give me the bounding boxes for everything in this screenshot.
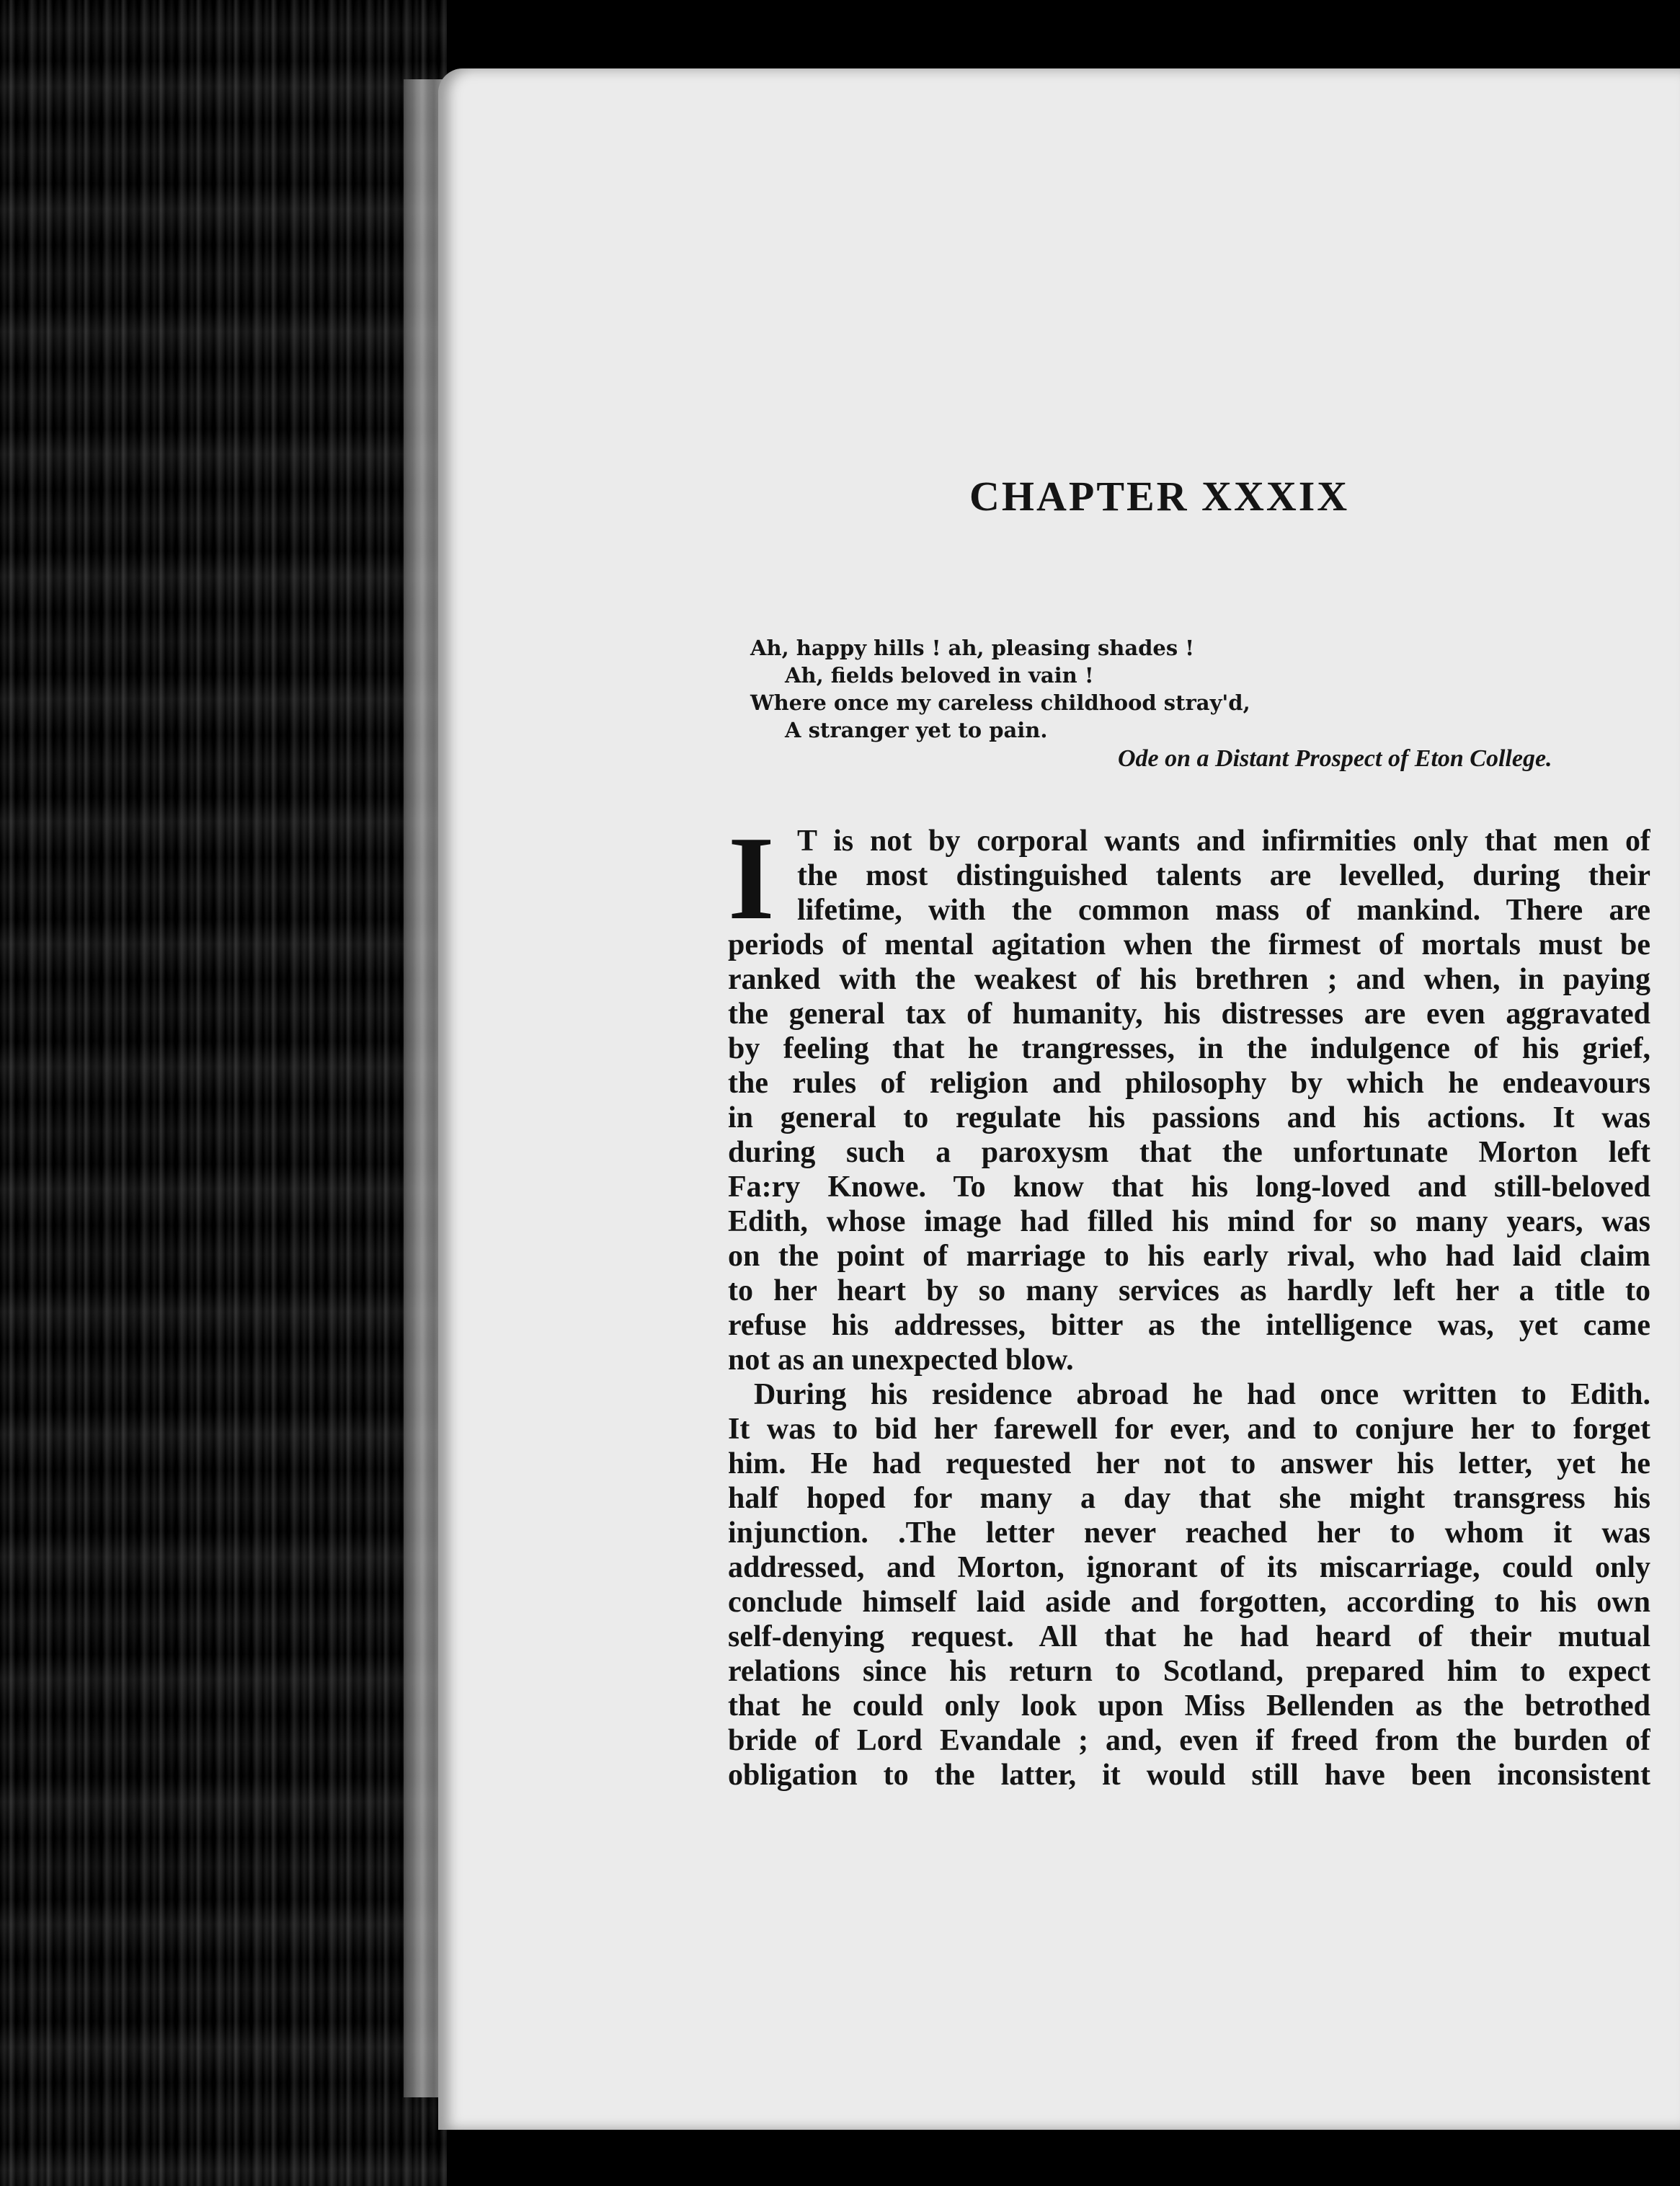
epigraph-line: A stranger yet to pain.: [785, 718, 1048, 742]
text-line: the general tax of humanity, his distresses are even aggravated: [728, 998, 1650, 1031]
text-line: T is not by corporal wants and infirmities only that men of: [797, 825, 1650, 858]
text-line: on the point of marriage to his early rival, who had laid claim: [728, 1240, 1650, 1273]
text-line: periods of mental agitation when the firmest of mortals must be: [728, 928, 1650, 961]
text-line: lifetime, with the common mass of mankind. There are: [797, 894, 1650, 927]
text-line: injunction. .The letter never reached her to whom it was: [728, 1516, 1650, 1550]
text-line: the most distinguished talents are levelled, during their: [797, 859, 1650, 892]
epigraph-line: Ah, happy hills ! ah, pleasing shades !: [750, 636, 1195, 660]
text-line: relations since his return to Scotland, prepared him to expect: [728, 1655, 1650, 1688]
text-line: conclude himself laid aside and forgotten, according to his own: [728, 1586, 1650, 1619]
chapter-title: CHAPTER XXXIX: [969, 473, 1350, 520]
text-line: to her heart by so many services as hardly left her a title to: [728, 1274, 1650, 1307]
text-line: refuse his addresses, bitter as the intelligence was, yet came: [728, 1309, 1650, 1342]
text-line: ranked with the weakest of his brethren ; and when, in paying: [728, 963, 1650, 996]
text-line: half hoped for many a day that she might transgress his: [728, 1482, 1650, 1515]
text-line: Fa:ry Knowe. To know that his long-loved and still-beloved: [728, 1170, 1650, 1204]
epigraph: [750, 634, 1673, 773]
epigraph-source: Ode on a Distant Prospect of Eton College.: [1118, 745, 1552, 772]
text-line: addressed, and Morton, ignorant of its miscarriage, could only: [728, 1551, 1650, 1584]
text-line: the rules of religion and philosophy by which he endeavours: [728, 1067, 1650, 1100]
book-edge: [0, 0, 447, 2186]
text-line: by feeling that he trangresses, in the indulgence of his grief,: [728, 1032, 1650, 1065]
text-line: It was to bid her farewell for ever, and to conjure her to forget: [728, 1413, 1650, 1446]
text-line: obligation to the latter, it would still have been inconsistent: [728, 1759, 1650, 1792]
epigraph-line: Where once my careless childhood stray'd,: [750, 690, 1250, 715]
epigraph-line: Ah, fields beloved in vain !: [785, 663, 1094, 688]
drop-cap: I: [728, 812, 775, 944]
text-line: that he could only look upon Miss Bellenden as the betrothed: [728, 1689, 1650, 1723]
text-line: self-denying request. All that he had heard of their mutual: [728, 1620, 1650, 1653]
text-line: him. He had requested her not to answer his letter, yet he: [728, 1447, 1650, 1480]
text-line: in general to regulate his passions and his actions. It was: [728, 1101, 1650, 1134]
text-line: During his residence abroad he had once written to Edith.: [754, 1378, 1650, 1411]
text-line: bride of Lord Evandale ; and, even if freed from the burden of: [728, 1724, 1650, 1757]
text-line: Edith, whose image had filled his mind for so many years, was: [728, 1205, 1650, 1238]
body-text: [728, 812, 1650, 1792]
text-line: not as an unexpected blow.: [728, 1343, 1074, 1377]
text-line: during such a paroxysm that the unfortunate Morton left: [728, 1136, 1650, 1169]
